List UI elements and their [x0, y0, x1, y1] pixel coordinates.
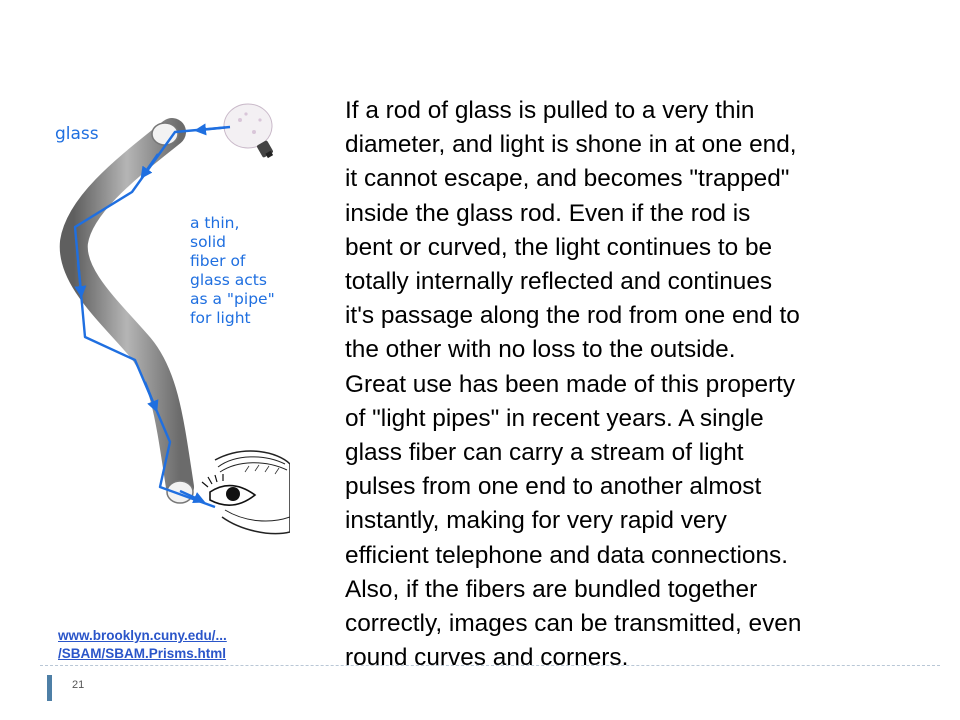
caption-line: solid [190, 233, 227, 251]
fiber-optic-diagram [40, 92, 290, 547]
source-link-line: /SBAM/SBAM.Prisms.html [58, 646, 227, 661]
caption-line: for light [190, 309, 251, 327]
source-link[interactable] [58, 627, 298, 663]
text-line: pulses from one end to another almost [345, 473, 762, 501]
text-line: glass fiber can carry a stream of light [345, 439, 744, 467]
caption-line: a thin, [190, 214, 240, 232]
text-line: diameter, and light is shone in at one end, [345, 131, 797, 159]
caption-line: glass acts [190, 271, 267, 289]
text-line: bent or curved, the light continues to be [345, 233, 773, 261]
footer-marker [47, 675, 52, 701]
glass-label: glass [55, 124, 99, 144]
glass-fiber [74, 132, 180, 487]
footer-divider [40, 665, 940, 666]
text-line: Also, if the fibers are bundled together [345, 575, 758, 603]
source-link-line: www.brooklyn.cuny.edu/... [58, 628, 227, 643]
text-line: instantly, making for very rapid very [345, 507, 727, 535]
text-line: of "light pipes" in recent years. A single [345, 404, 764, 432]
text-line: If a rod of glass is pulled to a very thin [345, 97, 755, 124]
eye-icon [202, 451, 290, 534]
fiber-caption [190, 214, 275, 327]
light-bulb-icon [224, 104, 274, 158]
text-line: correctly, images can be transmitted, even [345, 610, 802, 638]
ray-arrow [200, 128, 225, 131]
text-line: the other with no loss to the outside. [345, 336, 736, 364]
text-line: round curves and corners. [345, 644, 629, 672]
body-paragraph [345, 94, 905, 675]
text-line: it cannot escape, and becomes "trapped" [345, 165, 790, 193]
text-line: totally internally reflected and continues [345, 268, 773, 296]
text-line: Great use has been made of this property [345, 370, 796, 398]
text-line: inside the glass rod. Even if the rod is [345, 199, 751, 227]
caption-line: as a "pipe" [190, 290, 275, 308]
caption-line: fiber of [190, 252, 246, 270]
text-line: efficient telephone and data connections. [345, 541, 788, 569]
text-line: it's passage along the rod from one end to [345, 302, 800, 330]
page-number: 21 [72, 679, 85, 691]
